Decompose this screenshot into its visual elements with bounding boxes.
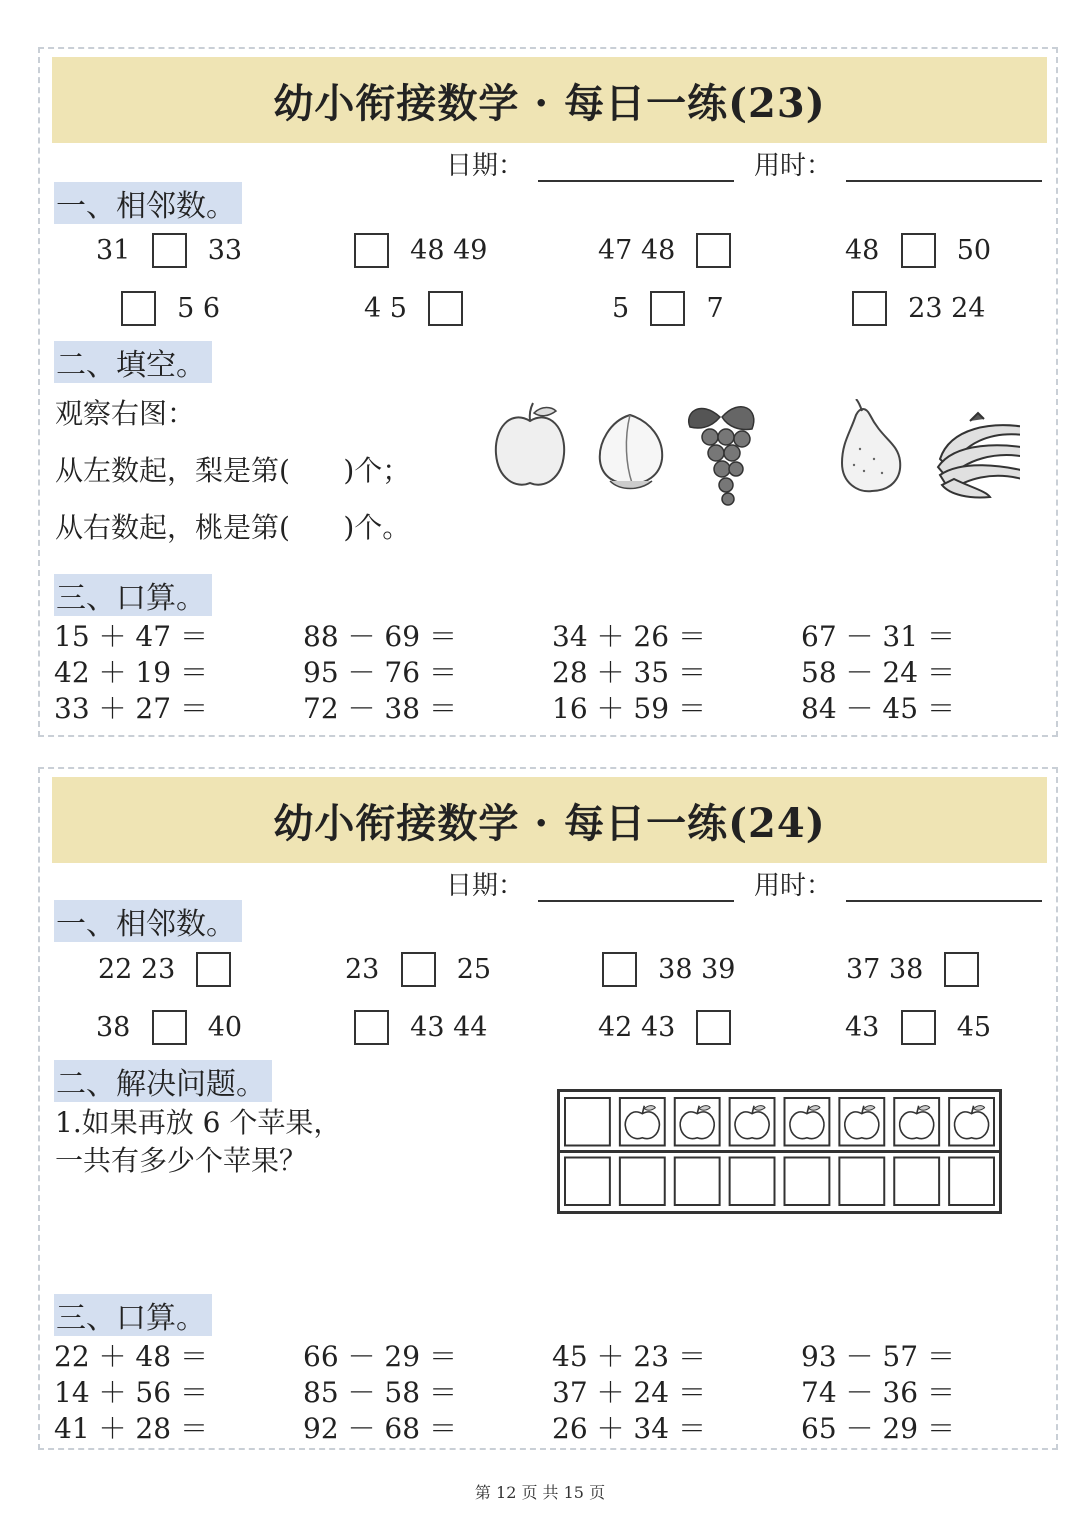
- date-label: 日期：: [446, 151, 525, 181]
- answer-box[interactable]: [696, 233, 731, 268]
- calc-item: 33 ＋ 27 ＝: [54, 692, 208, 725]
- time-blank[interactable]: [846, 150, 1042, 182]
- neighbor-item: [848, 288, 985, 328]
- frame-slot[interactable]: [730, 1158, 775, 1206]
- worksheet-23: [38, 47, 1058, 737]
- given-number: 38: [96, 1011, 131, 1043]
- frame-slot[interactable]: [785, 1158, 830, 1206]
- date-blank[interactable]: [538, 870, 734, 902]
- neighbor-item: [598, 949, 735, 989]
- problem-text: 1.如果再放 6 个苹果，: [55, 1106, 342, 1139]
- neighbor-row: [40, 1007, 1060, 1047]
- given-number: 22 23: [98, 953, 176, 985]
- frame-slot[interactable]: [839, 1158, 884, 1206]
- neighbor-item: [598, 1007, 735, 1047]
- peach-icon: [600, 415, 662, 489]
- calc-item: 37 ＋ 24 ＝: [552, 1376, 706, 1409]
- given-number: 48: [845, 234, 880, 266]
- calc-item: 22 ＋ 48 ＝: [54, 1340, 208, 1373]
- fruit-illustration: [490, 399, 1020, 509]
- date-blank[interactable]: [538, 150, 734, 182]
- calc-item: 93 － 57 ＝: [801, 1340, 955, 1373]
- apple-grid: [560, 1092, 999, 1211]
- answer-box[interactable]: [428, 291, 463, 326]
- frame-slot[interactable]: [894, 1158, 939, 1206]
- given-number: 25: [456, 953, 492, 985]
- calc-item: 65 － 29 ＝: [801, 1412, 955, 1445]
- calc-item: 16 ＋ 59 ＝: [552, 692, 706, 725]
- question-text: 从左数起，梨是第( )个；: [55, 454, 411, 487]
- answer-box[interactable]: [650, 291, 685, 326]
- neighbor-item: [350, 1007, 487, 1047]
- answer-box[interactable]: [152, 233, 187, 268]
- given-number: 5 6: [177, 292, 221, 324]
- neighbor-item: [612, 288, 724, 328]
- calc-item: 74 － 36 ＝: [801, 1376, 955, 1409]
- page-footer: 第 12 页 共 15 页: [474, 1483, 606, 1502]
- answer-box[interactable]: [196, 952, 231, 987]
- calc-item: 28 ＋ 35 ＝: [552, 656, 706, 689]
- given-number: 42 43: [598, 1011, 676, 1043]
- given-number: 23 24: [908, 292, 986, 324]
- title-banner: [52, 57, 1047, 143]
- worksheet-24: [38, 767, 1058, 1450]
- given-number: 50: [956, 234, 992, 266]
- given-number: 4 5: [364, 292, 407, 324]
- worksheet-title: 幼小衔接数学 · 每日一练(23): [273, 79, 826, 127]
- frame-slot[interactable]: [620, 1158, 665, 1206]
- neighbor-item: [345, 949, 491, 989]
- neighbor-item: [845, 230, 991, 270]
- given-number: 47 48: [598, 234, 676, 266]
- neighbor-item: [846, 949, 983, 989]
- section-heading: 二、解决问题。: [54, 1060, 272, 1102]
- neighbor-item: [364, 288, 467, 328]
- apple-icon: [496, 403, 564, 485]
- answer-box[interactable]: [354, 233, 389, 268]
- given-number: 7: [706, 292, 724, 324]
- given-number: 43 44: [410, 1011, 488, 1043]
- given-number: 31: [96, 234, 131, 266]
- worksheet-title: 幼小衔接数学 · 每日一练(24): [273, 799, 826, 847]
- time-label: 用时：: [754, 871, 833, 901]
- date-time-line: [446, 145, 1042, 182]
- section-heading: 一、相邻数。: [54, 900, 242, 942]
- question-text: 从右数起，桃是第( )个。: [55, 511, 411, 544]
- calc-item: 67 － 31 ＝: [801, 620, 955, 653]
- date-time-line: [446, 865, 1042, 902]
- answer-box[interactable]: [602, 952, 637, 987]
- neighbor-row: [40, 288, 1060, 328]
- neighbor-item: [96, 1007, 242, 1047]
- calc-item: 85 － 58 ＝: [303, 1376, 457, 1409]
- neighbor-item: [598, 230, 735, 270]
- given-number: 48 49: [410, 234, 488, 266]
- date-label: 日期：: [446, 871, 525, 901]
- answer-box[interactable]: [852, 291, 887, 326]
- instruction-text: 观察右图：: [55, 397, 196, 430]
- calc-item: 26 ＋ 34 ＝: [552, 1412, 706, 1445]
- grapes-icon: [689, 407, 754, 505]
- given-number: 23: [345, 953, 380, 985]
- frame-slot[interactable]: [565, 1158, 610, 1206]
- calc-item: 72 － 38 ＝: [303, 692, 457, 725]
- given-number: 43: [845, 1011, 880, 1043]
- section-heading: 三、口算。: [54, 1294, 212, 1336]
- given-number: 5: [612, 292, 630, 324]
- neighbor-item: [350, 230, 487, 270]
- section-heading: 三、口算。: [54, 574, 212, 616]
- answer-box[interactable]: [901, 1010, 936, 1045]
- given-number: 40: [207, 1011, 243, 1043]
- calc-item: 34 ＋ 26 ＝: [552, 620, 706, 653]
- neighbor-row: [40, 949, 1060, 989]
- banana-icon: [938, 413, 1020, 498]
- neighbor-row: [40, 230, 1060, 270]
- given-number: 38 39: [658, 953, 736, 985]
- apple-frame: [557, 1089, 1002, 1214]
- pear-icon: [842, 399, 900, 491]
- answer-box[interactable]: [152, 1010, 187, 1045]
- section-heading: 一、相邻数。: [54, 182, 242, 224]
- calc-item: 58 － 24 ＝: [801, 656, 955, 689]
- given-number: 37 38: [846, 953, 924, 985]
- neighbor-item: [96, 230, 242, 270]
- calc-item: 92 － 68 ＝: [303, 1412, 457, 1445]
- time-label: 用时：: [754, 151, 833, 181]
- frame-slot[interactable]: [675, 1158, 720, 1206]
- answer-box[interactable]: [354, 1010, 389, 1045]
- neighbor-item: [117, 288, 220, 328]
- time-blank[interactable]: [846, 870, 1042, 902]
- section-heading: 二、填空。: [54, 341, 212, 383]
- problem-text: 一共有多少个苹果？: [55, 1144, 308, 1177]
- calc-item: 95 － 76 ＝: [303, 656, 457, 689]
- given-number: 33: [207, 234, 243, 266]
- answer-box[interactable]: [944, 952, 979, 987]
- frame-slot[interactable]: [949, 1158, 994, 1206]
- calc-item: 88 － 69 ＝: [303, 620, 457, 653]
- calc-item: 84 － 45 ＝: [801, 692, 955, 725]
- answer-box[interactable]: [121, 291, 156, 326]
- calc-item: 15 ＋ 47 ＝: [54, 620, 208, 653]
- calc-item: 66 － 29 ＝: [303, 1340, 457, 1373]
- frame-slot[interactable]: [565, 1098, 610, 1146]
- calc-item: 14 ＋ 56 ＝: [54, 1376, 208, 1409]
- calc-item: 42 ＋ 19 ＝: [54, 656, 208, 689]
- calc-item: 45 ＋ 23 ＝: [552, 1340, 706, 1373]
- neighbor-item: [845, 1007, 991, 1047]
- title-banner: [52, 777, 1047, 863]
- answer-box[interactable]: [901, 233, 936, 268]
- given-number: 45: [956, 1011, 992, 1043]
- answer-box[interactable]: [696, 1010, 731, 1045]
- calc-item: 41 ＋ 28 ＝: [54, 1412, 208, 1445]
- answer-box[interactable]: [401, 952, 436, 987]
- neighbor-item: [98, 949, 235, 989]
